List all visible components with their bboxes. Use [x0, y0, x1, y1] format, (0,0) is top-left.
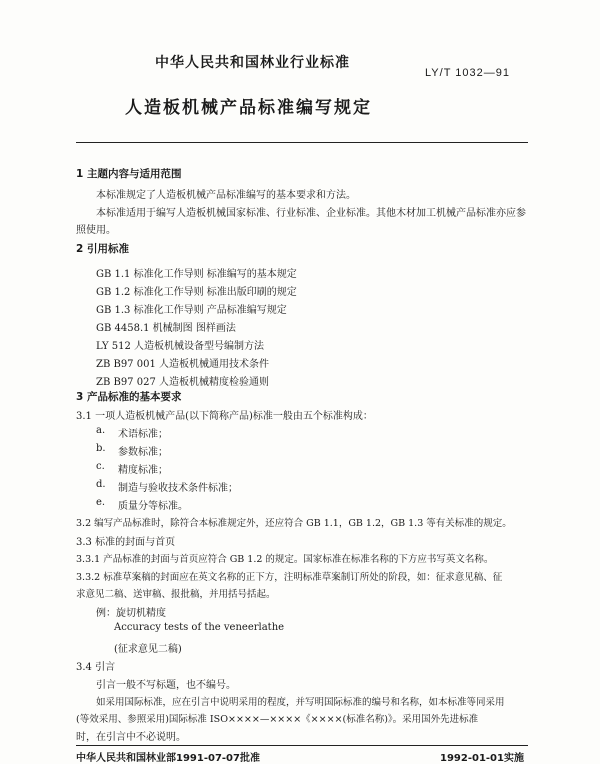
list-item-text: 精度标准； [118, 465, 168, 476]
reference-item: LY 512 人造板机械设备型号编制方法 [96, 341, 265, 352]
header-divider [76, 142, 528, 143]
list-item-mark: a. [96, 425, 106, 436]
reference-item: ZB B97 001 人造板机械通用技术条件 [96, 359, 269, 370]
reference-item: GB 1.1 标准化工作导则 标准编写的基本规定 [96, 269, 297, 280]
clause-3-4-paragraph-2-cont: (等效采用、参照采用)国际标准 ISO××××—××××《××××(标准名称)》。采用国外先进标准 [76, 714, 479, 725]
list-item-text: 质量分等标准。 [118, 501, 188, 512]
list-item-mark: e. [96, 497, 106, 508]
clause-3-4-paragraph-2-end: 时，在引言中不必说明。 [76, 732, 186, 743]
list-item-mark: b. [96, 443, 106, 454]
section-1-paragraph-2: 本标准适用于编写人造板机械国家标准、行业标准、企业标准。其他木材加工机械产品标准亦应参 [96, 208, 526, 219]
clause-3-3-2: 3.3.2 标准草案稿的封面应在英文名称的正下方，注明标准草案制订所处的阶段，如：征求意见稿、征 [76, 572, 503, 583]
section-2-heading: 2 引用标准 [76, 243, 129, 255]
reference-item: GB 1.3 标准化工作导则 产品标准编写规定 [96, 305, 287, 316]
clause-3-3-2-cont: 求意见二稿、送审稿、报批稿，并用括号括起。 [76, 589, 276, 600]
example-stage-note: (征求意见二稿) [114, 644, 182, 655]
clause-3-1: 3.1 一项人造板机械产品(以下简称产品)标准一般由五个标准构成： [76, 411, 373, 422]
section-1-heading: 1 主题内容与适用范围 [76, 168, 182, 180]
implementation-date: 1992-01-01实施 [440, 753, 524, 764]
clause-3-4-paragraph-1: 引言一般不写标题，也不编号。 [96, 680, 236, 691]
reference-item: ZB B97 027 人造板机械精度检验通则 [96, 377, 269, 388]
clause-3-4: 3.4 引言 [76, 662, 116, 673]
footer-divider [76, 745, 528, 746]
list-item-text: 制造与验收技术条件标准； [118, 483, 238, 494]
approval-line: 中华人民共和国林业部1991-07-07批准 [76, 753, 260, 764]
list-item-text: 参数标准； [118, 447, 168, 458]
reference-item: GB 4458.1 机械制图 图样画法 [96, 323, 236, 334]
section-1-paragraph-2-cont: 照使用。 [76, 225, 116, 236]
document-title: 人造板机械产品标准编写规定 [125, 98, 372, 118]
list-item-text: 术语标准； [118, 429, 168, 440]
clause-3-2: 3.2 编写产品标准时，除符合本标准规定外，还应符合 GB 1.1，GB 1.2，GB 1.3 等有关标准的规定。 [76, 518, 512, 529]
list-item-mark: c. [96, 461, 105, 472]
section-1-paragraph-1: 本标准规定了人造板机械产品标准编写的基本要求和方法。 [96, 190, 356, 201]
example-label: 例：旋切机精度 [96, 608, 166, 619]
clause-3-3-1: 3.3.1 产品标准的封面与首页应符合 GB 1.2 的规定。国家标准在标准名称的下方应书写英文名称。 [76, 554, 494, 565]
clause-3-4-paragraph-2: 如采用国际标准，应在引言中说明采用的程度，并写明国际标准的编号和名称，如本标准等同采用 [96, 697, 505, 708]
section-3-heading: 3 产品标准的基本要求 [76, 391, 182, 403]
example-english-title: Accuracy tests of the veneerlathe [114, 622, 285, 633]
list-item-mark: d. [96, 479, 106, 490]
clause-3-3: 3.3 标准的封面与首页 [76, 537, 176, 548]
standard-code: LY/T 1032—91 [425, 67, 510, 79]
reference-item: GB 1.2 标准化工作导则 标准出版印刷的规定 [96, 287, 297, 298]
industry-standard-heading: 中华人民共和国林业行业标准 [155, 55, 350, 71]
